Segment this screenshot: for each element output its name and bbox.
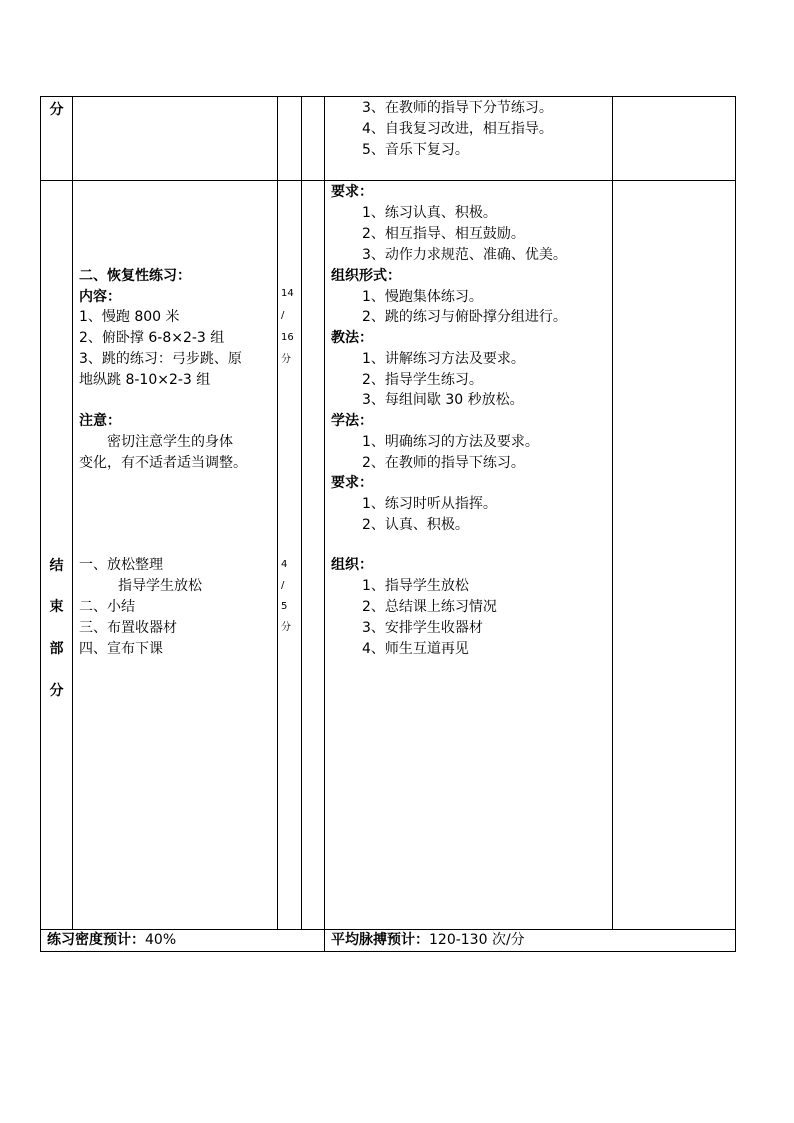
note-line: 变化，有不适者适当调整。 (79, 455, 247, 471)
col-divider-4 (324, 97, 325, 951)
end-item: 二、小结 (79, 599, 135, 615)
learning-title: 学法： (331, 413, 373, 429)
content-item: 3、跳的练习：弓步跳、原 (79, 351, 242, 367)
method-line-5: 5、音乐下复习。 (362, 142, 469, 158)
organization-line: 2、总结课上练习情况 (362, 599, 497, 615)
organization-line: 4、师生互道再见 (362, 641, 469, 657)
content-item: 地纵跳 8-10×2-3 组 (79, 372, 211, 388)
time-value: 4 (281, 559, 288, 570)
time-value: 16 (281, 332, 294, 343)
organization-title-2: 组织： (331, 557, 373, 573)
part-label-top: 分 (49, 102, 64, 118)
col-divider-5 (612, 97, 613, 929)
teaching-line: 1、讲解练习方法及要求。 (362, 351, 525, 367)
organization-title: 组织形式： (331, 268, 401, 284)
teaching-title: 教法： (331, 330, 373, 346)
end-item: 四、宣布下课 (79, 641, 163, 657)
requirement-line: 3、动作力求规范、准确、优美。 (362, 247, 567, 263)
pulse-estimate (331, 930, 525, 951)
content-title: 内容： (79, 289, 121, 305)
time-value: 5 (281, 601, 288, 612)
teaching-line: 2、指导学生练习。 (362, 372, 483, 388)
pulse-value: 120-130 次/分 (429, 932, 525, 948)
density-estimate (47, 930, 176, 951)
part-label-end-3: 部 (49, 641, 64, 657)
part-label-end-1: 结 (49, 558, 64, 574)
lesson-plan-table (40, 96, 736, 952)
method-line-4: 4、自我复习改进，相互指导。 (362, 121, 553, 137)
content-item: 1、慢跑 800 米 (79, 309, 180, 325)
section-title: 二、恢复性练习： (79, 268, 191, 284)
time-allocation-2 (281, 554, 305, 638)
learning-line: 1、明确练习的方法及要求。 (362, 434, 539, 450)
time-allocation-1 (281, 283, 305, 371)
organization-line: 1、慢跑集体练习。 (362, 289, 483, 305)
learning-line: 2、在教师的指导下练习。 (362, 455, 525, 471)
teaching-line: 3、每组间歇 30 秒放松。 (362, 392, 524, 408)
col-divider-3 (301, 97, 302, 929)
time-sep: / (281, 580, 285, 591)
requirement-line: 1、练习时听从指挥。 (362, 496, 497, 512)
requirements-title: 要求： (331, 184, 373, 200)
note-title: 注意： (79, 413, 121, 429)
organization-line: 2、跳的练习与俯卧撑分组进行。 (362, 309, 567, 325)
density-label: 练习密度预计： (47, 932, 145, 948)
density-value: 40% (145, 932, 177, 948)
end-item: 一、放松整理 (79, 557, 163, 573)
time-unit: 分 (281, 622, 291, 633)
requirements-title-2: 要求： (331, 475, 373, 491)
requirement-line: 1、练习认真、积极。 (362, 205, 497, 221)
time-unit: 分 (281, 354, 291, 365)
part-label-end-4: 分 (49, 683, 64, 699)
requirement-line: 2、相互指导、相互鼓励。 (362, 226, 525, 242)
row-divider-1 (41, 180, 735, 181)
time-sep: / (281, 310, 285, 321)
col-divider-1 (72, 97, 73, 929)
requirement-line: 2、认真、积极。 (362, 517, 469, 533)
end-item: 指导学生放松 (118, 578, 202, 594)
organization-line: 1、指导学生放松 (362, 578, 469, 594)
content-item: 2、俯卧撑 6-8×2-3 组 (79, 330, 225, 346)
part-label-end-2: 束 (49, 599, 64, 615)
time-value: 14 (281, 288, 294, 299)
pulse-label: 平均脉搏预计： (331, 932, 429, 948)
end-item: 三、布置收器材 (79, 620, 177, 636)
organization-line: 3、安排学生收器材 (362, 620, 483, 636)
col-divider-2 (277, 97, 278, 929)
note-line: 密切注意学生的身体 (107, 434, 233, 450)
method-line-3: 3、在教师的指导下分节练习。 (362, 100, 553, 116)
